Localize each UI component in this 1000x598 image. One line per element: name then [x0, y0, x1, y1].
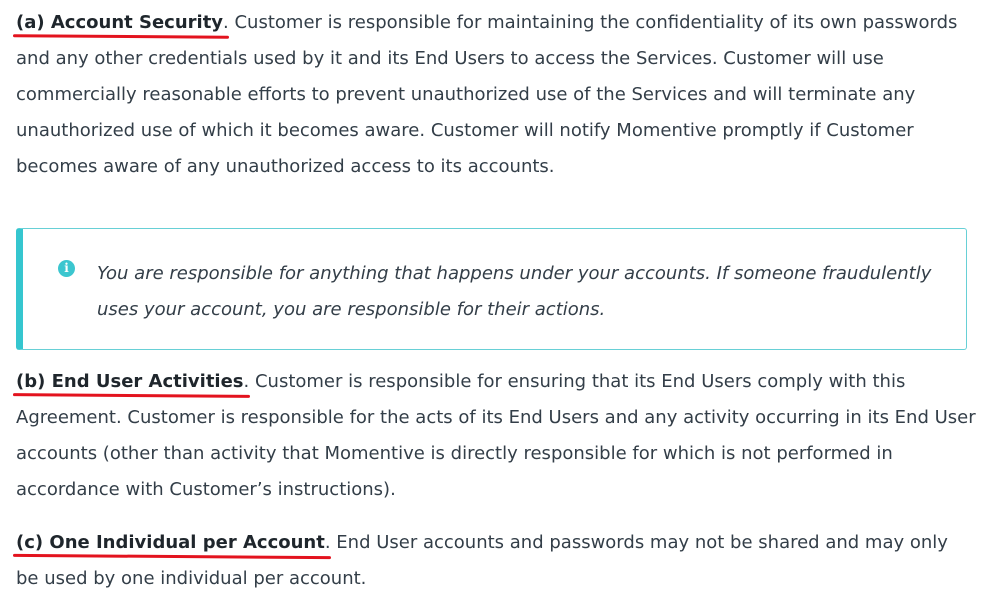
section-account-security — [16, 5, 976, 185]
section-one-individual — [16, 525, 976, 597]
section-heading — [16, 532, 325, 553]
section-body: . Customer is responsible for ensuring that its End Users comply with this Agreement. Customer is responsible for the acts of its End Users and any activity occurring in its End User accounts (other than activity that Momentive is directly responsible for which is not performed in accordance with Customer’s instructions). — [16, 371, 976, 500]
red-underline-mark — [13, 393, 250, 398]
section-end-user-activities — [16, 364, 976, 508]
section-heading-text: (b) End User Activities — [16, 371, 244, 392]
info-icon: i — [58, 260, 75, 277]
section-heading — [16, 12, 223, 33]
section-heading-text: (a) Account Security — [16, 12, 224, 33]
section-heading-text: (c) One Individual per Account — [16, 532, 325, 553]
red-underline-mark — [13, 554, 331, 559]
info-callout — [16, 228, 967, 350]
section-body: . Customer is responsible for maintaining the confidentiality of its own passwords and any other credentials used by it and its End Users to access the Services. Customer will use commercially reasonable efforts to prevent unauthorized use of the Services and will terminate any unauthorized use of which it becomes aware. Customer will notify Momentive promptly if Customer becomes aware of any unauthorized access to its accounts. — [16, 12, 958, 177]
section-body: . End User accounts and passwords may not be shared and may only be used by one individual per account. — [16, 532, 948, 589]
red-underline-mark — [13, 34, 229, 39]
callout-text: You are responsible for anything that happens under your accounts. If someone fraudulently uses your account, you are responsible for their actions. — [97, 263, 932, 320]
section-heading — [16, 371, 244, 392]
